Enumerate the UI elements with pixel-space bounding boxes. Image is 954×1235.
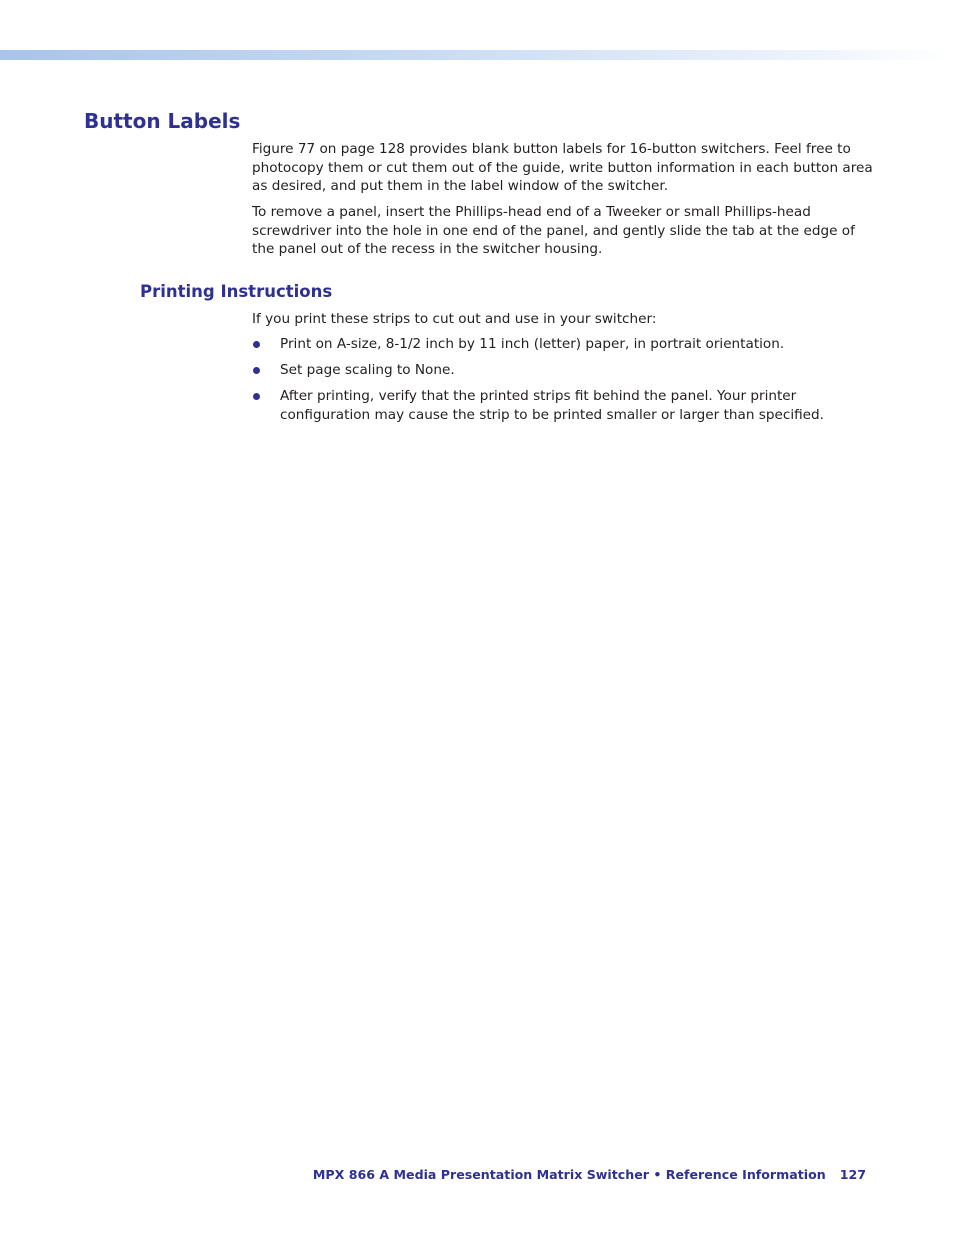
list-item <box>252 335 874 354</box>
list-item-text: After printing, verify that the printed strips fit behind the panel. Your printer configuration may cause the strip to be printed smaller or larger than specified. <box>280 387 824 423</box>
header-band <box>0 50 954 60</box>
instruction-list <box>252 335 874 432</box>
subsection-title: Printing Instructions <box>140 282 333 301</box>
list-item-text: Set page scaling to None. <box>280 361 455 378</box>
bullet-dot-icon <box>253 367 260 374</box>
page-footer <box>313 1166 866 1184</box>
list-item-text: Print on A-size, 8-1/2 inch by 11 inch (letter) paper, in portrait orientation. <box>280 336 785 352</box>
list-item <box>252 387 874 424</box>
body-paragraph-1: Figure 77 on page 128 provides blank button labels for 16-button switchers. Feel free to photocopy them or cut them out of the guide, write button information in each button area as desired, and put them in the label window of the switcher. <box>252 141 873 195</box>
footer-text: MPX 866 A Media Presentation Matrix Switcher • Reference Information <box>312 1167 826 1182</box>
list-item <box>252 361 874 380</box>
body-paragraph-2: To remove a panel, insert the Phillips-head end of a Tweeker or small Phillips-head screwdriver into the hole in one end of the panel, and gently slide the tab at the edge of the panel out of the recess in the switcher housing. <box>252 204 855 258</box>
bullet-dot-icon <box>253 393 260 400</box>
page-number: 127 <box>839 1167 866 1182</box>
subsection-intro: If you print these strips to cut out and use in your switcher: <box>252 311 657 327</box>
bullet-dot-icon <box>253 341 260 348</box>
section-title: Button Labels <box>84 109 241 133</box>
